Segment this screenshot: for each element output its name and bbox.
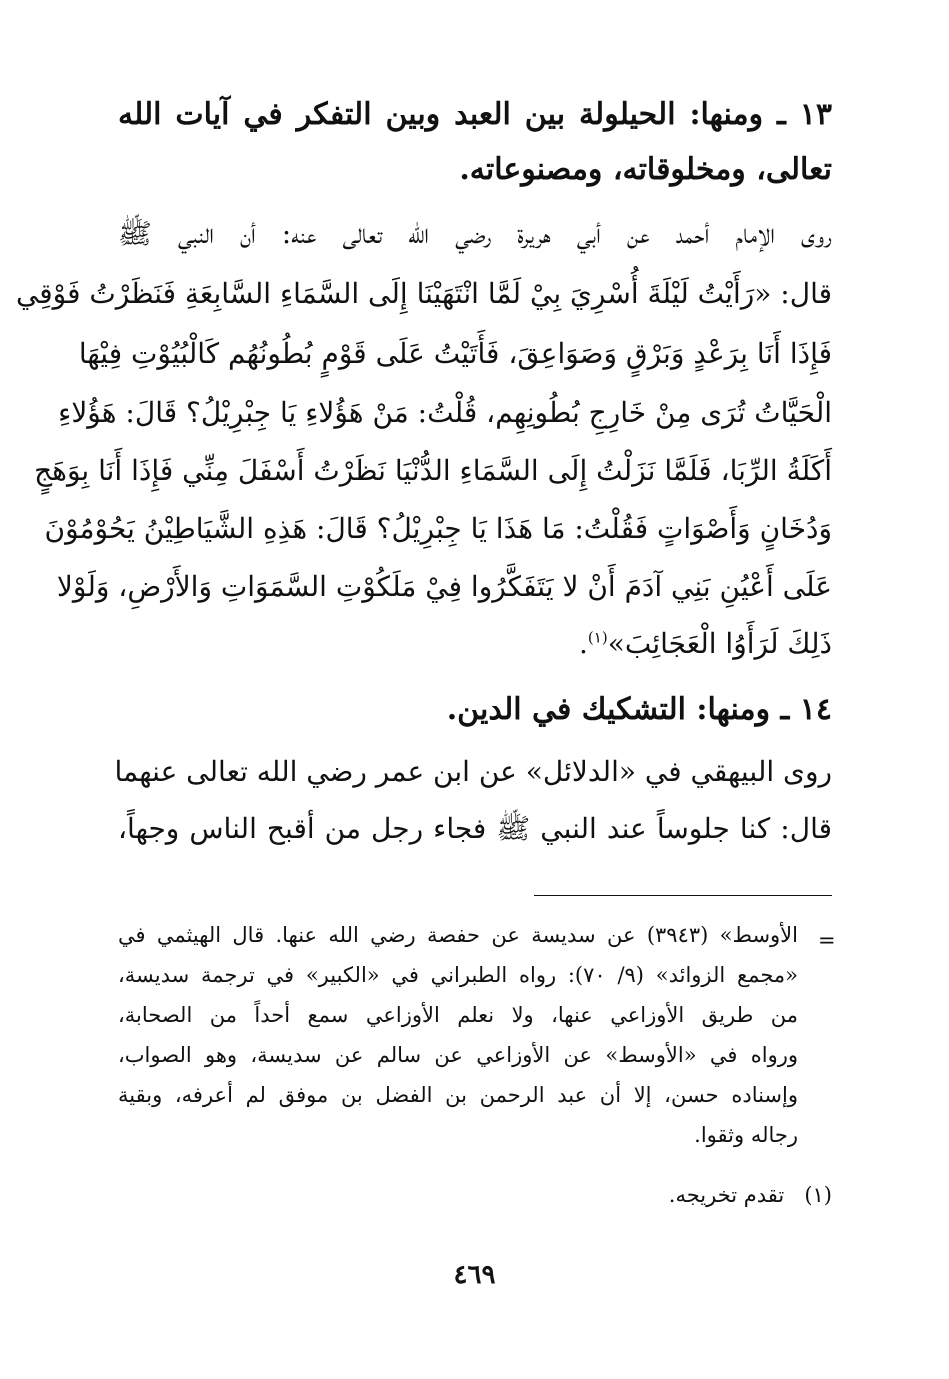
page-number: ٤٦٩ (453, 1260, 496, 1290)
footnote-line: ورواه في «الأوسط» عن الأوزاعي عن سالم عن سديسة، وهو الصواب، (118, 1043, 798, 1067)
heading-line: تعالى، ومخلوقاته، ومصنوعاته. (459, 152, 832, 187)
end-punctuation: . (579, 627, 588, 660)
body-line: وَدُخَانٍ وَأَصْوَاتٍ فَقُلْتُ: مَا هَذَا يَا جِبْرِيْلُ؟ قَالَ: هَذِهِ الشَّيَاطِيْنُ يَحُوْمُوْنَ (44, 512, 832, 545)
body-line: روى البيهقي في «الدلائل» عن ابن عمر رضي الله تعالى عنهما (114, 755, 832, 788)
footnote-1 (118, 1185, 832, 1206)
footnote-continuation-marker: = (818, 928, 836, 952)
body-line: قال: كنا جلوساً عند النبي ﷺ فجاء رجل من أقبح الناس وجهاً، (118, 812, 832, 845)
footnote-line: وإسناده حسن، إلا أن عبد الرحمن بن الفضل بن موفق لم أعرفه، وبقية (118, 1083, 798, 1107)
footnote-line: رجاله وثقوا. (694, 1123, 798, 1147)
body-line: الْحَيَّاتُ تُرَى مِنْ خَارِجِ بُطُونِهِم، قُلْتُ: مَنْ هَؤُلاءِ يَا جِبْرِيْلُ؟ قَالَ: هَؤُلاءِ (58, 396, 832, 429)
footnote-line: من طريق الأوزاعي عنها، ولا نعلم الأوزاعي سمع أحداً من الصحابة، (118, 1003, 798, 1027)
body-line-last (118, 627, 832, 660)
footnote-text: تقدم تخريجه. (668, 1183, 785, 1207)
footnote-number: (١) (804, 1183, 832, 1207)
body-line: فَإِذَا أَنَا بِرَعْدٍ وَبَرْقٍ وَصَوَاعِقَ، فَأَتَيْتُ عَلَى قَوْمٍ بُطُونُهُم كَالْبُيُوْتِ فِيْهَا (78, 337, 832, 370)
footnote-separator (534, 895, 832, 896)
footnote-line: الأوسط» (٣٩٤٣) عن سديسة عن حفصة رضي الله عنها. قال الهيثمي في (118, 923, 798, 947)
body-line: قال: «رَأَيْتُ لَيْلَةَ أُسْرِيَ بِيْ لَمَّا انْتَهَيْنَا إِلَى السَّمَاءِ السَّابِعَةِ فَنَظَرْتُ فَوْقِي (15, 277, 832, 310)
hadith-text-end: ذَلِكَ لَرَأَوُا الْعَجَائِبَ» (607, 627, 832, 660)
body-line: عَلَى أَعْيُنِ بَنِي آدَمَ أَنْ لا يَتَفَكَّرُوا فِيْ مَلَكُوْتِ السَّمَوَاتِ وَالأَرْضِ، وَلَوْلا (56, 570, 832, 603)
body-line: أَكَلَةُ الرِّبَا، فَلَمَّا نَزَلْتُ إِلَى السَّمَاءِ الدُّنْيَا نَظَرْتُ أَسْفَلَ مِنِّي فَإِذَا أَنَا بِوَهَجٍ (34, 454, 832, 487)
section-14-heading: ١٤ ـ ومنها: التشكيك في الدين. (446, 692, 832, 727)
heading-line: ١٣ ـ ومنها: الحيلولة بين العبد وبين التفكر في آيات الله (118, 97, 833, 132)
body-line: روى الإمام أحمد عن أبي هريرة رضي الله تعالى عنه: أن النبي ﷺ (118, 217, 832, 250)
footnote-reference: (١) (587, 628, 608, 647)
footnote-line: «مجمع الزوائد» (٩/ ٧٠): رواه الطبراني في «الكبير» في ترجمة سديسة، (118, 963, 798, 987)
